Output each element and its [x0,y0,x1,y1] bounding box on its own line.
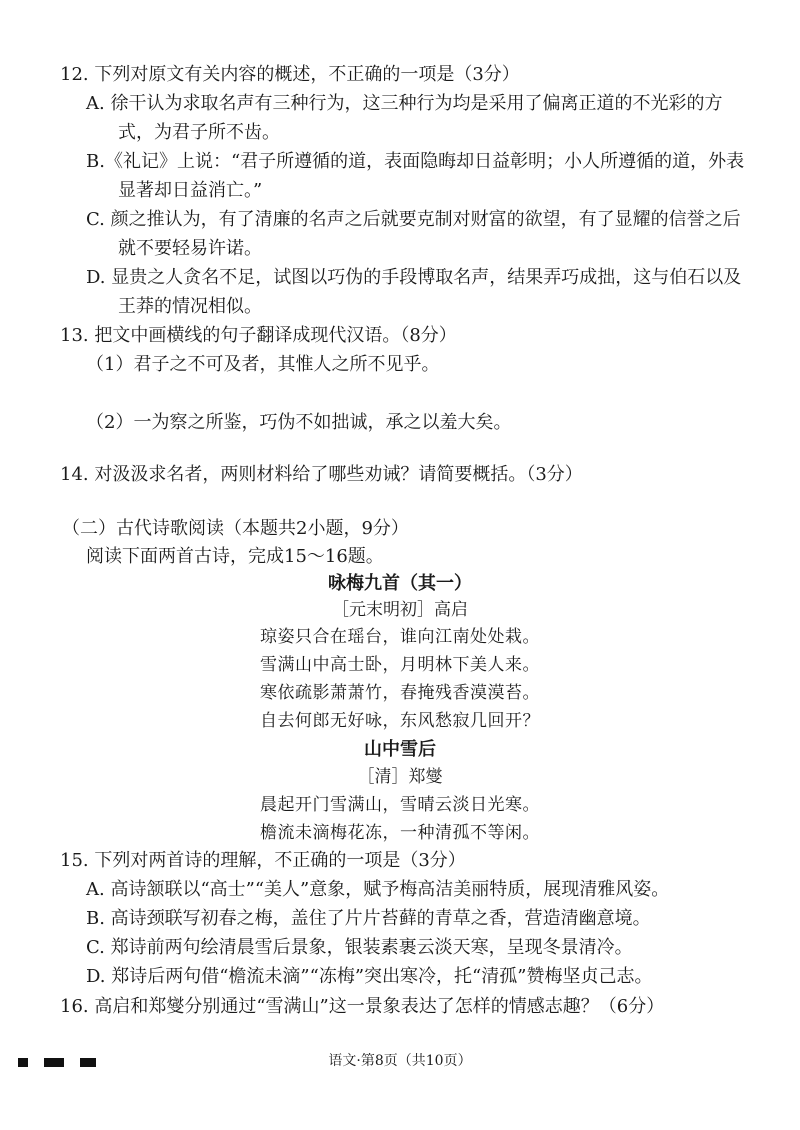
q12-option-a: A. 徐干认为求取名声有三种行为，这三种行为均是采用了偏离正道的不光彩的方 [86,93,723,114]
q14-stem: 14. 对汲汲求名者，两则材料给了哪些劝诫？请简要概括。（3分） [60,464,583,485]
q15-option-a: A. 高诗颔联以“高士”“美人”意象，赋予梅高洁美丽特质，展现清雅风姿。 [86,879,670,900]
poem1-line-4: 自去何郎无好咏，东风愁寂几回开？ [260,711,540,731]
q13-stem: 13. 把文中画横线的句子翻译成现代汉语。（8分） [60,325,457,346]
poem2-line-1: 晨起开门雪满山，雪晴云淡日光寒。 [260,795,540,815]
section-heading: （二）古代诗歌阅读（本题共2小题，9分） [62,518,409,539]
q12-option-c-cont: 就不要轻易许诺。 [118,238,262,259]
q12-stem: 12. 下列对原文有关内容的概述，不正确的一项是（3分） [60,64,520,85]
q12-option-a-cont: 式，为君子所不齿。 [118,122,280,143]
q12-option-d: D. 显贵之人贪名不足，试图以巧伪的手段博取名声，结果弄巧成拙，这与伯石以及 [86,267,742,288]
page-footer: 语文·第8页（共10页） [328,1053,472,1069]
poem1-line-3: 寒依疏影萧萧竹，春掩残香漠漠苔。 [260,683,540,703]
poem2-line-2: 檐流未滴梅花冻，一种清孤不等闲。 [260,823,540,843]
q13-sentence-1: （1）君子之不可及者，其惟人之所不见乎。 [86,354,440,375]
q13-sentence-2: （2）一为察之所鉴，巧伪不如拙诚，承之以羞大矣。 [86,412,512,433]
q15-stem: 15. 下列对两首诗的理解，不正确的一项是（3分） [60,850,466,871]
q16-stem: 16. 高启和郑燮分别通过“雪满山”这一景象表达了怎样的情感志趣？（6分） [60,996,665,1017]
q12-option-b: B.《礼记》上说：“君子所遵循的道，表面隐晦却日益彰明；小人所遵循的道，外表 [86,151,745,172]
q15-option-d: D. 郑诗后两句借“檐流未滴”“冻梅”突出寒冷，托“清孤”赞梅坚贞己志。 [86,966,653,987]
q12-option-d-cont: 王莽的情况相似。 [118,296,262,317]
section-intro: 阅读下面两首古诗，完成15～16题。 [86,546,384,567]
q12-option-b-cont: 显著却日益消亡。” [118,180,263,201]
poem2-title: 山中雪后 [364,739,436,760]
poem2-author: ［清］郑燮 [357,767,443,787]
poem1-title: 咏梅九首（其一） [328,573,472,594]
q12-option-c: C. 颜之推认为，有了清廉的名声之后就要克制对财富的欲望，有了显耀的信誉之后 [86,209,741,230]
poem1-line-1: 琼姿只合在瑶台，谁向江南处处栽。 [260,627,540,647]
poem1-line-2: 雪满山中高士卧，月明林下美人来。 [260,655,540,675]
q15-option-b: B. 高诗颈联写初春之梅，盖住了片片苔藓的青草之香，营造清幽意境。 [86,908,651,929]
poem1-author: ［元末明初］高启 [332,600,468,620]
q15-option-c: C. 郑诗前两句绘清晨雪后景象，银装素裹云淡天寒，呈现冬景清冷。 [86,937,633,958]
